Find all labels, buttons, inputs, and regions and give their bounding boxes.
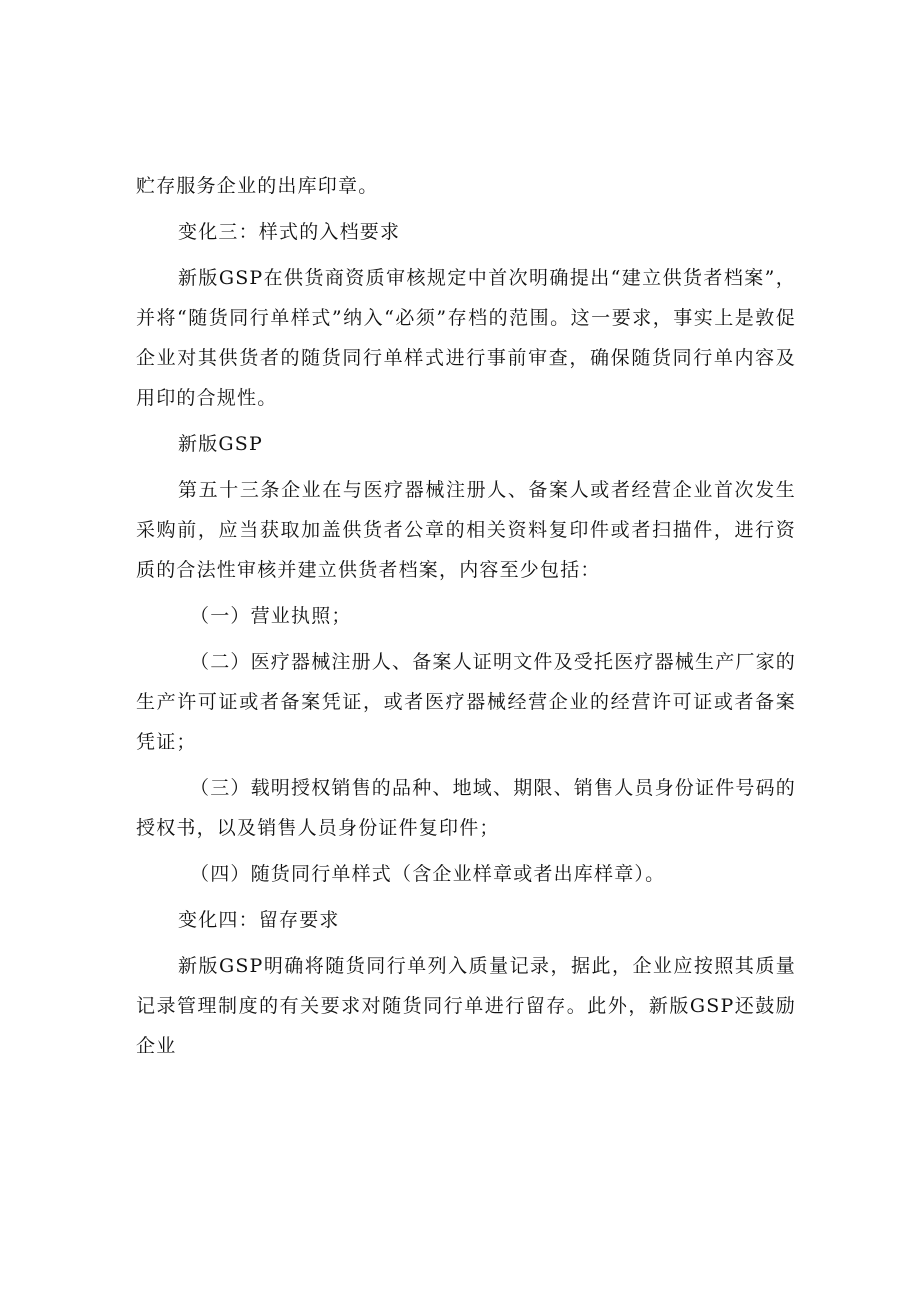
list-item-delivery-note-sample: （四）随货同行单样式（含企业样章或者出库样章）。 [190, 863, 666, 885]
list-item-authorization-letter: （三）载明授权销售的品种、地域、期限、销售人员身份证件号码的授权书，以及销售人员身份证件复印件； [136, 777, 797, 839]
paragraph-supplier-archive: 新版GSP在供货商资质审核规定中首次明确提出“建立供货者档案”，并将“随货同行单样式”纳入“必须”存档的范围。这一要求，事实上是敦促企业对其供货者的随货同行单样式进行事前审查，确保随货同行单内容及用印的合规性。 [136, 267, 796, 409]
list-item-business-license: （一）营业执照； [190, 605, 352, 627]
document-body [136, 166, 796, 1066]
paragraph-continuation: 贮存服务企业的出库印章。 [136, 175, 379, 197]
paragraph-article-53: 第五十三条企业在与医疗器械注册人、备案人或者经营企业首次发生采购前，应当获取加盖供货者公章的相关资料复印件或者扫描件，进行资质的合法性审核并建立供货者档案，内容至少包括： [136, 479, 796, 581]
paragraph-new-gsp-label: 新版GSP [178, 433, 263, 455]
list-item-registration-documents: （二）医疗器械注册人、备案人证明文件及受托医疗器械生产厂家的生产许可证或者备案凭证，或者医疗器械经营企业的经营许可证或者备案凭证； [136, 651, 797, 753]
section-heading-change-four: 变化四：留存要求 [178, 909, 340, 931]
paragraph-retention-requirement: 新版GSP明确将随货同行单列入质量记录，据此，企业应按照其质量记录管理制度的有关要求对随货同行单进行留存。此外，新版GSP还鼓励企业 [136, 955, 796, 1057]
section-heading-change-three: 变化三：样式的入档要求 [178, 221, 401, 243]
